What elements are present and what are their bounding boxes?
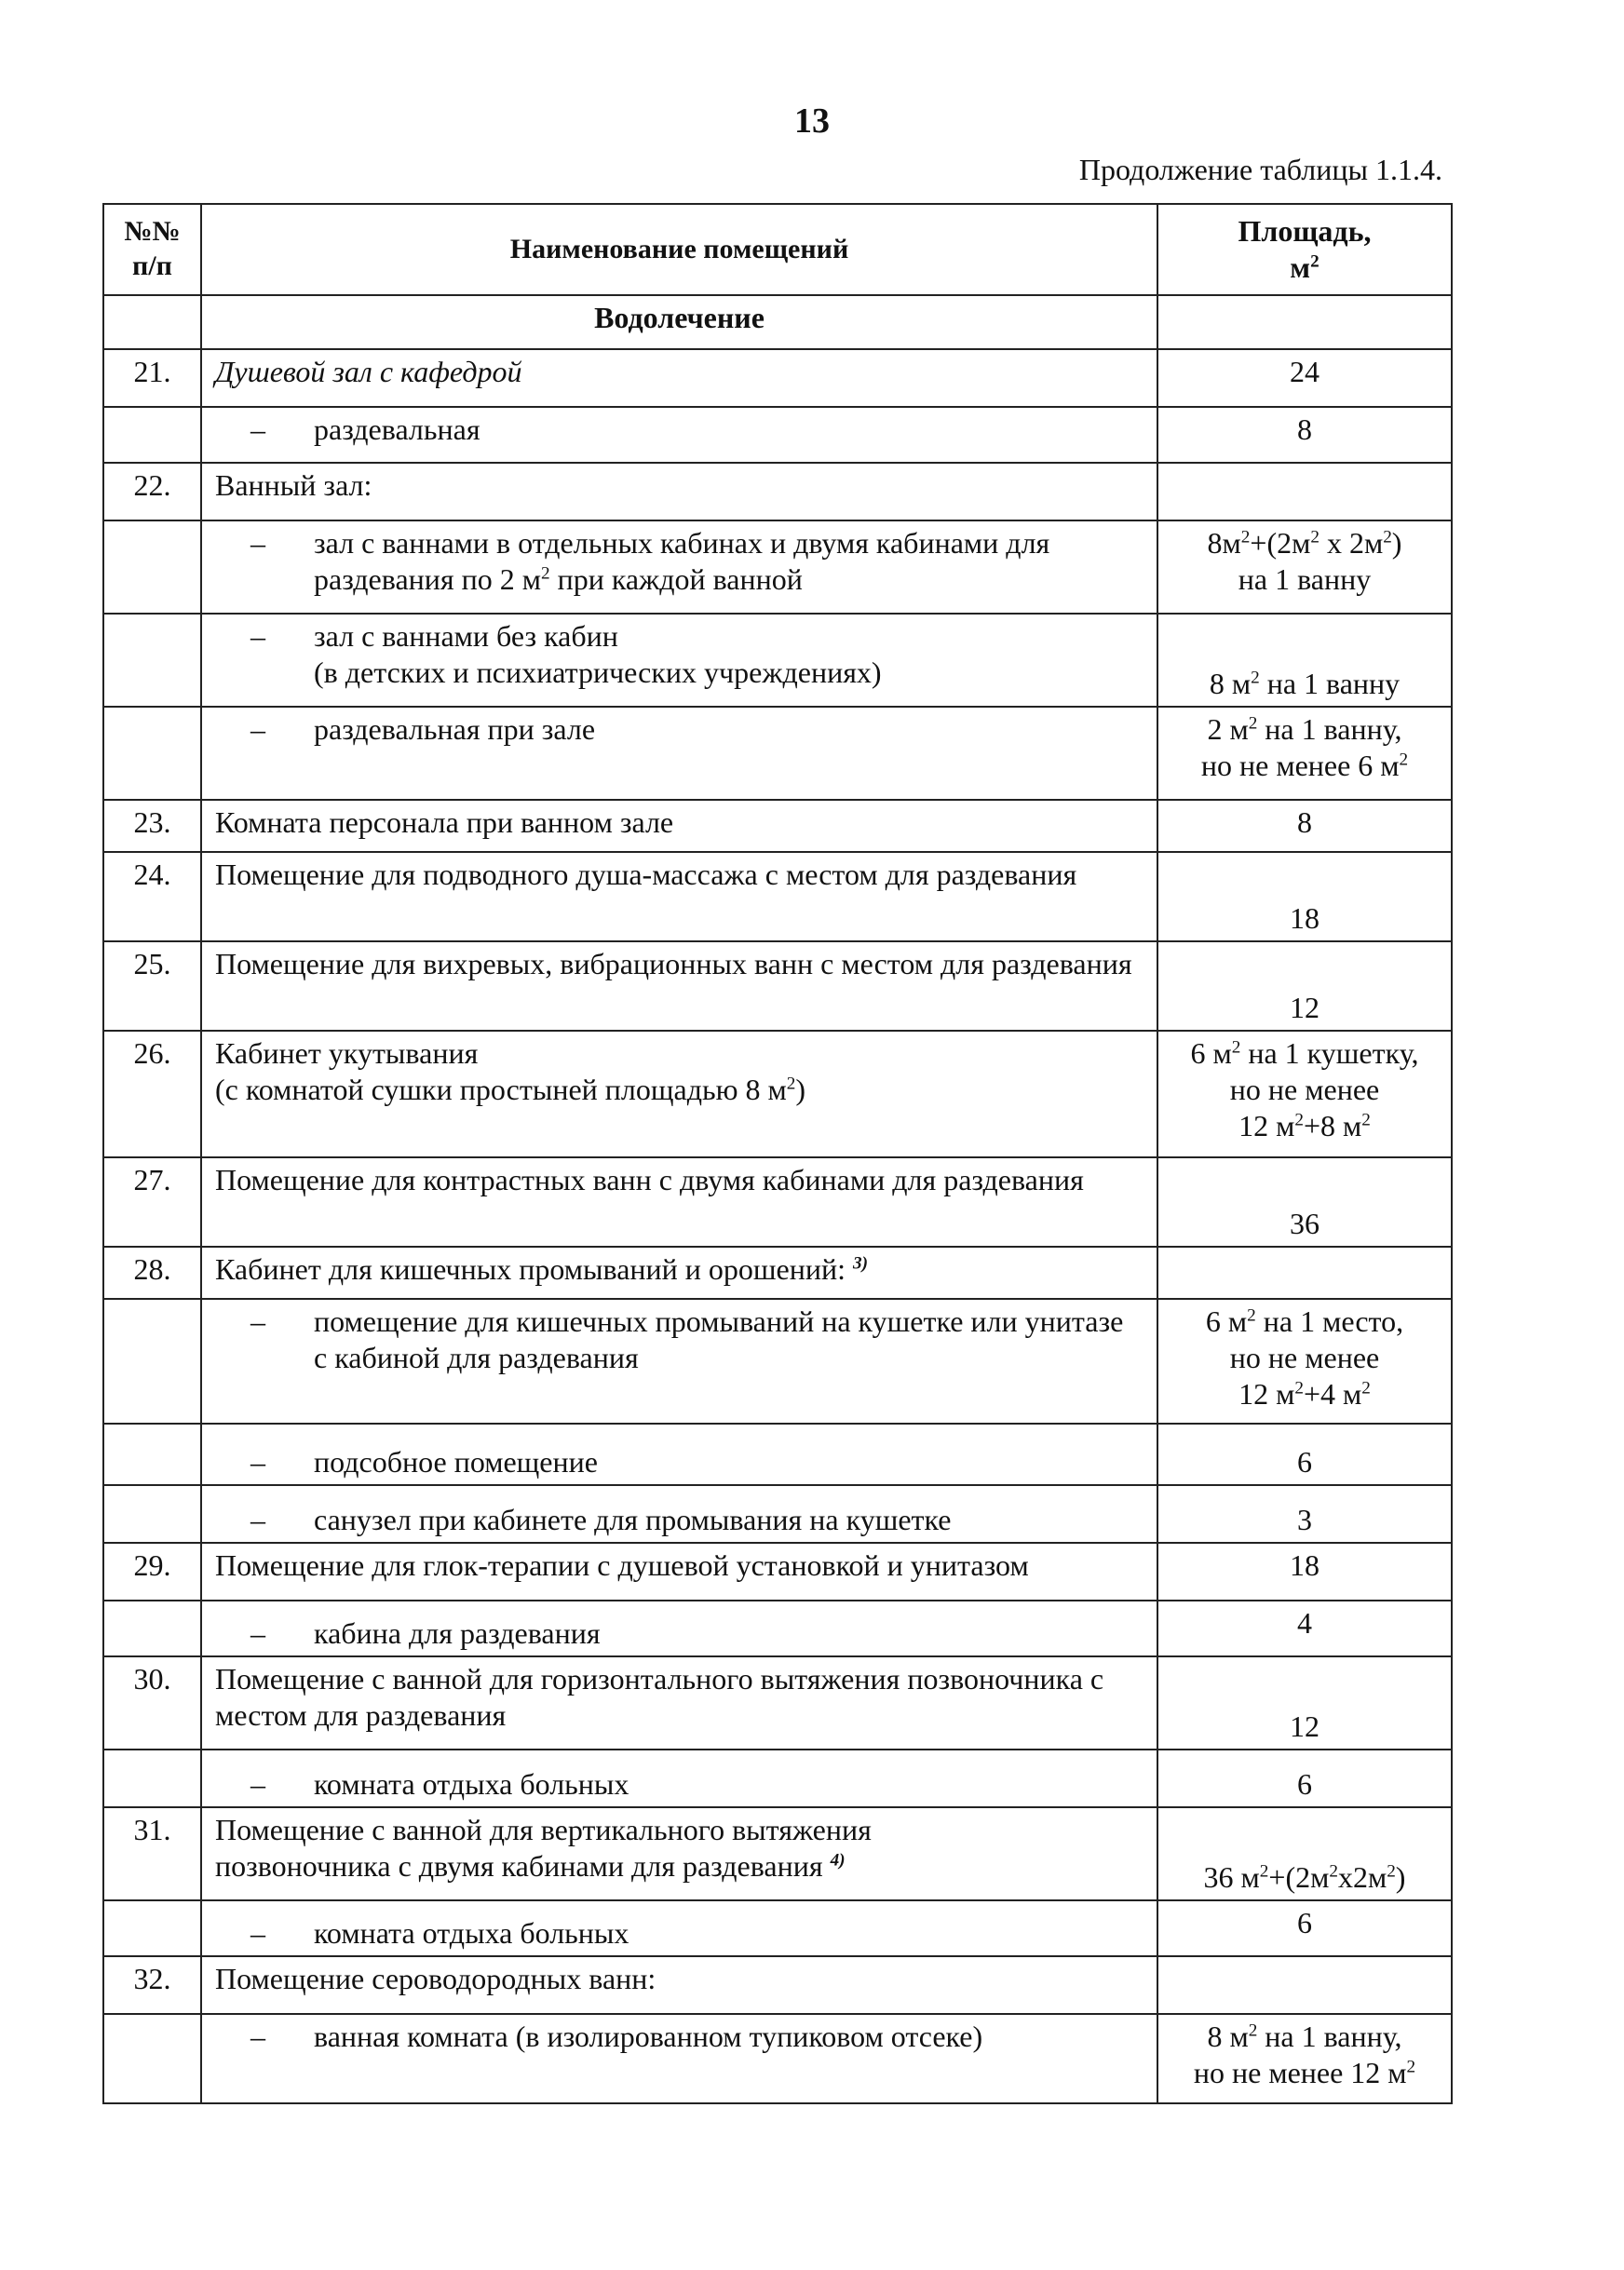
row-area: 6 [1157,1900,1452,1956]
row-area: 18 [1157,1543,1452,1601]
row-area: 36 [1157,1157,1452,1247]
row-dash: – [250,1502,265,1536]
row-dash: – [250,1766,265,1801]
row-name: Ванный зал: [201,463,1157,520]
table-row [103,941,1452,1031]
row-area: 3 [1157,1485,1452,1543]
table-row [103,852,1452,941]
row-area: 24 [1157,349,1452,407]
row-area: 6 $м^2$ на 1 кушетку, но не менее 12 $м^2+8$ $м^2$ [1157,1031,1452,1157]
row-name: раздевальная при зале [314,712,596,746]
row-number: 32. [103,1956,201,2014]
row-area: 2 $м^2$ на 1 ванну, но не менее 6 $м^2$ [1157,707,1452,800]
row-name: зал с ваннами без кабин (в детских и психиатрических учреждениях) [314,619,882,690]
row-area [1157,1956,1452,2014]
row-name: Помещение с ванной для горизонтального вытяжения позвоночника с местом для раздевания [201,1656,1157,1750]
table-row [103,1807,1452,1900]
row-area: 8 $м^2$ на 1 ванну, но не менее 12 $м^2$ [1157,2014,1452,2103]
table-row [103,1750,1452,1807]
page-number: 13 [794,101,830,141]
row-number: 24. [103,852,201,941]
table-row [103,1485,1452,1543]
row-name: санузел при кабинете для промывания на кушетке [314,1502,952,1536]
header-number-line2: п/п [132,250,172,281]
row-name: комната отдыха больных [314,1915,629,1950]
row-name: комната отдыха больных [314,1766,629,1801]
header-room-name: Наименование помещений [201,204,1157,295]
table-row [103,800,1452,852]
row-area [1157,1247,1452,1299]
row-name: Кабинет для кишечных промываний и орошений: $^{3)}$ [201,1247,1157,1299]
row-dash: – [250,412,265,446]
table-row [103,1157,1452,1247]
row-number: 22. [103,463,201,520]
row-number: 28. [103,1247,201,1299]
row-number: 31. [103,1807,201,1900]
row-number: 23. [103,800,201,852]
row-area: 12 [1157,941,1452,1031]
row-dash: – [250,2020,265,2053]
table-header-row [103,204,1452,295]
table-row [103,520,1452,614]
row-name: Душевой зал с кафедрой [201,349,1157,407]
row-dash: – [250,619,265,653]
row-name: помещение для кишечных промываний на кушетке или унитазе с кабиной для раздевания [314,1304,1124,1375]
row-area: 12 [1157,1656,1452,1750]
row-area: 6 [1157,1424,1452,1485]
row-area: 8 [1157,800,1452,852]
row-number: 30. [103,1656,201,1750]
footnote-marker: 4) [830,1850,846,1871]
table-row [103,707,1452,800]
row-name: Помещение сероводородных ванн: [201,1956,1157,2014]
header-area [1157,204,1452,295]
section-row [103,295,1452,349]
header-number [103,204,201,295]
row-name: ванная комната (в изолированном тупиковом отсеке) [314,2020,983,2053]
row-number: 25. [103,941,201,1031]
table-row [103,2014,1452,2103]
header-area-line1: Площадь, [1238,213,1372,248]
header-area-sup: 2 [1310,251,1320,272]
table-row [103,1956,1452,2014]
table-row [103,1299,1452,1424]
row-number: 29. [103,1543,201,1601]
table-row [103,1656,1452,1750]
row-name: Помещение с ванной для вертикального вытяжения позвоночника с двумя кабинами для раздевания $^{4)}$ [201,1807,1157,1900]
table-row [103,1543,1452,1601]
row-dash: – [250,1304,265,1338]
row-name: раздевальная [314,412,480,446]
row-area [1157,463,1452,520]
row-name: Помещение для контрастных ванн с двумя кабинами для раздевания [201,1157,1157,1247]
row-area: 4 [1157,1601,1452,1656]
section-title: Водолечение [201,295,1157,349]
row-dash: – [250,1615,265,1650]
table-row [103,1900,1452,1956]
row-name: Помещение для подводного душа-массажа с местом для раздевания [201,852,1157,941]
row-number: 27. [103,1157,201,1247]
table-row [103,1424,1452,1485]
table-row [103,1247,1452,1299]
row-area: 6 $м^2$ на 1 место, но не менее 12 $м^2+4$ $м^2$ [1157,1299,1452,1424]
footnote-marker: 3) [853,1253,868,1274]
row-number: 21. [103,349,201,407]
row-area: 8 [1157,407,1452,463]
row-area: 6 [1157,1750,1452,1807]
row-area: $8м^2+(2м^2$ x $2м^2$) на 1 ванну [1157,520,1452,614]
row-name: кабина для раздевания [314,1615,601,1650]
row-area: 8 $м^2$ на 1 ванну [1157,614,1452,707]
row-name: Помещение для вихревых, вибрационных ванн с местом для раздевания [201,941,1157,1031]
rooms-table [102,203,1453,2104]
row-number: 26. [103,1031,201,1157]
row-name: Комната персонала при ванном зале [201,800,1157,852]
row-name: Помещение для глок-терапии с душевой установкой и унитазом [201,1543,1157,1601]
row-dash: – [250,526,265,560]
table-row [103,614,1452,707]
header-area-unit: м [1290,250,1311,284]
row-area: 18 [1157,852,1452,941]
row-dash: – [250,1444,265,1479]
row-dash: – [250,712,265,746]
row-dash: – [250,1915,265,1950]
row-name: Кабинет укутывания (с комнатой сушки простыней площадью 8 $м^2$) [201,1031,1157,1157]
row-area: 36 $м^2+(2м^2х2м^2)$ [1157,1807,1452,1900]
header-number-line1: №№ [124,216,181,248]
table-row [103,463,1452,520]
table-caption: Продолжение таблицы 1.1.4. [1078,153,1442,186]
row-name: подсобное помещение [314,1444,598,1479]
table-row [103,1031,1452,1157]
table-row [103,1601,1452,1656]
row-name: зал с ваннами в отдельных кабинах и двумя кабинами для раздевания по 2 $м^2$ при каждой ванной [314,526,1050,597]
table-row [103,407,1452,463]
table-row [103,349,1452,407]
